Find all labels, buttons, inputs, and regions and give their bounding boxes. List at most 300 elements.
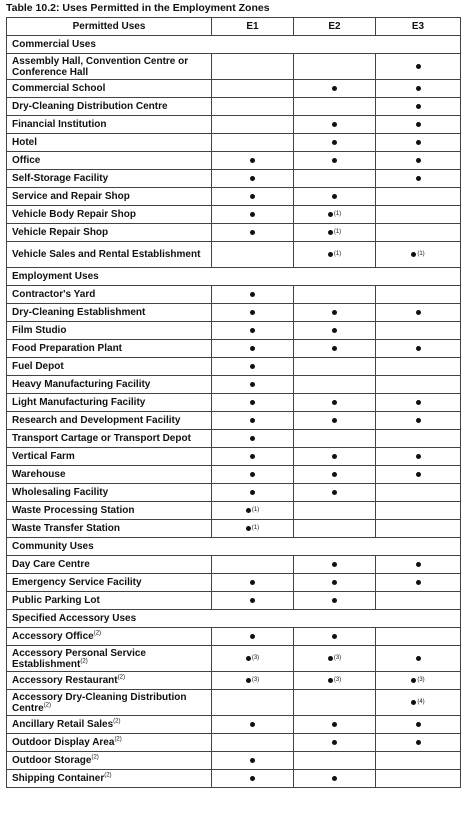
permitted-use: [7, 116, 212, 134]
permitted-dot-icon: [416, 740, 421, 745]
permitted-dot-icon: [332, 310, 337, 315]
use-name: Day Care Centre: [12, 559, 90, 570]
permitted-use: [7, 394, 212, 412]
footnote-ref: (2): [117, 674, 125, 681]
table-row: [7, 502, 461, 520]
permitted-dot-icon: [416, 122, 421, 127]
permitted-dot-icon: [250, 364, 255, 369]
permitted-dot-icon: [416, 562, 421, 567]
permitted-use: [7, 358, 212, 376]
permission-cell-e1: [212, 716, 294, 734]
permitted-dot-icon: [332, 86, 337, 91]
permission-cell-e2: [294, 54, 376, 80]
permission-cell-e1: [212, 224, 294, 242]
table-row: [7, 206, 461, 224]
cell-footnote: (1): [417, 250, 425, 257]
permitted-use: [7, 592, 212, 610]
table-row: [7, 98, 461, 116]
permitted-dot-icon: [250, 758, 255, 763]
permission-cell-e2: [294, 286, 376, 304]
table-row: [7, 716, 461, 734]
table-row: [7, 54, 461, 80]
permitted-dot-icon: [332, 740, 337, 745]
permitted-dot-icon: [332, 490, 337, 495]
permission-cell-e1: [212, 206, 294, 224]
permission-cell-e2: [294, 672, 376, 690]
permitted-dot-icon: [250, 776, 255, 781]
permitted-dot-icon: [411, 678, 416, 683]
permission-cell-e2: [294, 412, 376, 430]
permitted-dot-icon: [416, 86, 421, 91]
permitted-dot-icon: [332, 194, 337, 199]
permission-cell-e1: [212, 54, 294, 80]
table-row: [7, 116, 461, 134]
permitted-dot-icon: [416, 400, 421, 405]
table-row: [7, 672, 461, 690]
table-row: [7, 770, 461, 788]
permitted-dot-icon: [411, 252, 416, 257]
permitted-use: [7, 646, 212, 672]
permission-cell-e3: [376, 448, 461, 466]
permitted-dot-icon: [332, 472, 337, 477]
permitted-use: [7, 752, 212, 770]
permitted-dot-icon: [416, 104, 421, 109]
permitted-dot-icon: [332, 400, 337, 405]
permission-cell-e1: [212, 646, 294, 672]
table-body: [7, 36, 461, 788]
use-name: Vehicle Body Repair Shop: [12, 209, 136, 220]
use-name: Research and Development Facility: [12, 415, 181, 426]
table-row: [7, 690, 461, 716]
permitted-use: [7, 502, 212, 520]
permission-cell-e1: [212, 484, 294, 502]
use-name: Ancillary Retail Sales: [12, 719, 114, 730]
permitted-dot-icon: [246, 656, 251, 661]
permitted-use: [7, 170, 212, 188]
permission-cell-e1: [212, 502, 294, 520]
permission-cell-e2: [294, 466, 376, 484]
permission-cell-e2: [294, 574, 376, 592]
use-name: Contractor's Yard: [12, 289, 96, 300]
permitted-dot-icon: [250, 310, 255, 315]
use-name: Accessory Restaurant: [12, 675, 118, 686]
permitted-dot-icon: [416, 176, 421, 181]
permission-cell-e2: [294, 242, 376, 268]
cell-footnote: (1): [251, 524, 260, 531]
cell-footnote: (3): [333, 654, 342, 661]
permitted-use: [7, 188, 212, 206]
permission-cell-e1: [212, 170, 294, 188]
cell-footnote: (1): [333, 250, 342, 257]
table-row: [7, 170, 461, 188]
permitted-use: [7, 340, 212, 358]
permitted-use: [7, 286, 212, 304]
use-name: Transport Cartage or Transport Depot: [12, 433, 191, 444]
table-row: [7, 556, 461, 574]
permitted-dot-icon: [332, 418, 337, 423]
section-heading: Commercial Uses: [7, 36, 461, 54]
permission-cell-e2: [294, 134, 376, 152]
permission-cell-e2: [294, 556, 376, 574]
permitted-use: [7, 376, 212, 394]
permission-cell-e2: [294, 690, 376, 716]
permitted-use: [7, 520, 212, 538]
permitted-use: [7, 242, 212, 268]
uses-table: [6, 17, 461, 788]
permitted-dot-icon: [250, 230, 255, 235]
permission-cell-e2: [294, 224, 376, 242]
table-caption: Table 10.2: Uses Permitted in the Employment Zones: [6, 2, 270, 14]
use-name: Vehicle Repair Shop: [12, 227, 109, 238]
table-row: [7, 304, 461, 322]
use-name: Film Studio: [12, 325, 67, 336]
permitted-dot-icon: [250, 598, 255, 603]
permitted-dot-icon: [332, 776, 337, 781]
use-name: Office: [12, 155, 41, 166]
cell-footnote: (1): [333, 210, 342, 217]
cell-footnote: (1): [333, 228, 342, 235]
section-row: [7, 268, 461, 286]
permitted-dot-icon: [250, 418, 255, 423]
permitted-dot-icon: [250, 472, 255, 477]
permission-cell-e1: [212, 412, 294, 430]
permission-cell-e1: [212, 188, 294, 206]
permission-cell-e3: [376, 484, 461, 502]
permitted-dot-icon: [416, 418, 421, 423]
permitted-dot-icon: [332, 140, 337, 145]
permitted-dot-icon: [332, 328, 337, 333]
permitted-dot-icon: [328, 678, 333, 683]
permission-cell-e3: [376, 286, 461, 304]
permitted-use: [7, 322, 212, 340]
table-row: [7, 394, 461, 412]
permission-cell-e2: [294, 646, 376, 672]
table-row: [7, 520, 461, 538]
footnote-ref: (2): [93, 630, 102, 637]
table-row: [7, 448, 461, 466]
permitted-dot-icon: [416, 722, 421, 727]
table-row: [7, 376, 461, 394]
permitted-use: [7, 574, 212, 592]
table-row: [7, 188, 461, 206]
permission-cell-e3: [376, 628, 461, 646]
permitted-dot-icon: [332, 598, 337, 603]
table-row: [7, 430, 461, 448]
permitted-use: [7, 134, 212, 152]
permitted-dot-icon: [416, 472, 421, 477]
section-heading: Specified Accessory Uses: [7, 610, 461, 628]
permission-cell-e2: [294, 734, 376, 752]
permission-cell-e1: [212, 322, 294, 340]
permission-cell-e1: [212, 770, 294, 788]
permission-cell-e2: [294, 304, 376, 322]
permission-cell-e3: [376, 770, 461, 788]
permission-cell-e3: [376, 430, 461, 448]
permitted-dot-icon: [416, 580, 421, 585]
permitted-dot-icon: [416, 346, 421, 351]
permission-cell-e3: [376, 394, 461, 412]
permission-cell-e1: [212, 448, 294, 466]
permitted-use: [7, 304, 212, 322]
permitted-dot-icon: [328, 656, 333, 661]
permission-cell-e1: [212, 752, 294, 770]
permission-cell-e2: [294, 448, 376, 466]
permitted-dot-icon: [250, 400, 255, 405]
permitted-dot-icon: [332, 634, 337, 639]
permitted-use: [7, 716, 212, 734]
use-name: Wholesaling Facility: [12, 487, 109, 498]
permission-cell-e3: [376, 98, 461, 116]
use-name: Accessory Dry-Cleaning Distribution Centre: [12, 691, 187, 714]
permission-cell-e3: [376, 188, 461, 206]
permission-cell-e2: [294, 322, 376, 340]
permission-cell-e2: [294, 502, 376, 520]
table-row: [7, 466, 461, 484]
permitted-dot-icon: [416, 310, 421, 315]
header-e3: E3: [376, 18, 461, 36]
permission-cell-e3: [376, 322, 461, 340]
permission-cell-e2: [294, 340, 376, 358]
permitted-dot-icon: [250, 382, 255, 387]
use-name: Assembly Hall, Convention Centre or Conference Hall: [12, 55, 189, 78]
permitted-dot-icon: [250, 580, 255, 585]
permission-cell-e3: [376, 134, 461, 152]
permission-cell-e1: [212, 466, 294, 484]
permitted-dot-icon: [250, 328, 255, 333]
permission-cell-e3: [376, 376, 461, 394]
permission-cell-e1: [212, 116, 294, 134]
permitted-use: [7, 690, 212, 716]
permission-cell-e2: [294, 430, 376, 448]
permitted-dot-icon: [332, 580, 337, 585]
use-name: Fuel Depot: [12, 361, 64, 372]
permitted-dot-icon: [332, 722, 337, 727]
permitted-use: [7, 412, 212, 430]
table-row: [7, 484, 461, 502]
permitted-dot-icon: [328, 230, 333, 235]
permission-cell-e1: [212, 430, 294, 448]
permission-cell-e1: [212, 358, 294, 376]
permission-cell-e1: [212, 628, 294, 646]
permitted-dot-icon: [416, 64, 421, 69]
header-e1: E1: [212, 18, 294, 36]
permitted-dot-icon: [250, 212, 255, 217]
use-name: Shipping Container: [12, 773, 105, 784]
section-row: [7, 538, 461, 556]
permission-cell-e2: [294, 520, 376, 538]
permission-cell-e1: [212, 152, 294, 170]
permitted-use: [7, 152, 212, 170]
permitted-use: [7, 430, 212, 448]
use-name: Vertical Farm: [12, 451, 75, 462]
permission-cell-e1: [212, 690, 294, 716]
permission-cell-e3: [376, 752, 461, 770]
permission-cell-e3: [376, 224, 461, 242]
table-row: [7, 322, 461, 340]
permission-cell-e3: [376, 556, 461, 574]
permitted-use: [7, 556, 212, 574]
permission-cell-e1: [212, 574, 294, 592]
permitted-use: [7, 484, 212, 502]
permitted-dot-icon: [332, 346, 337, 351]
permission-cell-e3: [376, 574, 461, 592]
permitted-dot-icon: [332, 562, 337, 567]
permission-cell-e1: [212, 304, 294, 322]
permitted-dot-icon: [246, 678, 251, 683]
permission-cell-e2: [294, 628, 376, 646]
table-row: [7, 734, 461, 752]
permission-cell-e3: [376, 304, 461, 322]
use-name: Financial Institution: [12, 119, 107, 130]
permission-cell-e3: [376, 206, 461, 224]
use-name: Vehicle Sales and Rental Establishment: [12, 249, 201, 260]
footnote-ref: (2): [113, 718, 121, 725]
permission-cell-e2: [294, 358, 376, 376]
permission-cell-e3: [376, 152, 461, 170]
table-row: [7, 412, 461, 430]
use-name: Waste Transfer Station: [12, 523, 120, 534]
permitted-use: [7, 54, 212, 80]
use-name: Public Parking Lot: [12, 595, 100, 606]
permission-cell-e3: [376, 412, 461, 430]
permitted-dot-icon: [328, 252, 333, 257]
permitted-dot-icon: [250, 194, 255, 199]
permission-cell-e2: [294, 752, 376, 770]
header-row: [7, 18, 461, 36]
permission-cell-e3: [376, 646, 461, 672]
permission-cell-e2: [294, 770, 376, 788]
permitted-dot-icon: [411, 700, 416, 705]
permission-cell-e1: [212, 98, 294, 116]
use-name: Warehouse: [12, 469, 66, 480]
permitted-dot-icon: [416, 454, 421, 459]
cell-footnote: (3): [251, 676, 260, 683]
use-name: Dry-Cleaning Distribution Centre: [12, 101, 168, 112]
section-heading: Employment Uses: [7, 268, 461, 286]
permitted-use: [7, 466, 212, 484]
permission-cell-e3: [376, 520, 461, 538]
permission-cell-e2: [294, 80, 376, 98]
permission-cell-e3: [376, 358, 461, 376]
permission-cell-e1: [212, 394, 294, 412]
permitted-dot-icon: [332, 158, 337, 163]
permission-cell-e3: [376, 672, 461, 690]
table-row: [7, 574, 461, 592]
use-name: Accessory Office: [12, 631, 94, 642]
permitted-use: [7, 448, 212, 466]
table-row: [7, 224, 461, 242]
permission-cell-e1: [212, 134, 294, 152]
table-row: [7, 80, 461, 98]
permission-cell-e2: [294, 484, 376, 502]
use-name: Outdoor Display Area: [12, 737, 115, 748]
header-permitted-uses: Permitted Uses: [7, 18, 212, 36]
permitted-dot-icon: [246, 526, 251, 531]
permitted-use: [7, 206, 212, 224]
use-name: Self-Storage Facility: [12, 173, 109, 184]
permission-cell-e1: [212, 556, 294, 574]
permitted-use: [7, 770, 212, 788]
permission-cell-e1: [212, 340, 294, 358]
cell-footnote: (3): [251, 654, 260, 661]
permission-cell-e2: [294, 716, 376, 734]
permission-cell-e3: [376, 502, 461, 520]
permitted-use: [7, 80, 212, 98]
footnote-ref: (2): [43, 702, 52, 709]
section-heading: Community Uses: [7, 538, 461, 556]
cell-footnote: (1): [251, 506, 260, 513]
permission-cell-e1: [212, 286, 294, 304]
permitted-dot-icon: [332, 454, 337, 459]
permission-cell-e2: [294, 152, 376, 170]
table-row: [7, 646, 461, 672]
section-row: [7, 36, 461, 54]
permission-cell-e2: [294, 394, 376, 412]
footnote-ref: (2): [80, 658, 88, 665]
use-name: Accessory Personal Service Establishment: [12, 647, 146, 670]
permission-cell-e3: [376, 340, 461, 358]
permission-cell-e1: [212, 80, 294, 98]
permission-cell-e1: [212, 734, 294, 752]
permitted-dot-icon: [332, 122, 337, 127]
permitted-use: [7, 628, 212, 646]
permitted-dot-icon: [416, 140, 421, 145]
permitted-dot-icon: [250, 158, 255, 163]
use-name: Heavy Manufacturing Facility: [12, 379, 151, 390]
use-name: Waste Processing Station: [12, 505, 135, 516]
footnote-ref: (2): [104, 772, 112, 779]
permission-cell-e3: [376, 54, 461, 80]
permitted-use: [7, 98, 212, 116]
permission-cell-e3: [376, 690, 461, 716]
permitted-use: [7, 734, 212, 752]
section-row: [7, 610, 461, 628]
permission-cell-e2: [294, 116, 376, 134]
table-row: [7, 752, 461, 770]
cell-footnote: (3): [417, 676, 425, 683]
permission-cell-e3: [376, 466, 461, 484]
permission-cell-e2: [294, 188, 376, 206]
permission-cell-e2: [294, 170, 376, 188]
permitted-dot-icon: [328, 212, 333, 217]
table-row: [7, 358, 461, 376]
header-e2: E2: [294, 18, 376, 36]
use-name: Commercial School: [12, 83, 106, 94]
permission-cell-e3: [376, 716, 461, 734]
use-name: Dry-Cleaning Establishment: [12, 307, 146, 318]
permission-cell-e3: [376, 242, 461, 268]
table-row: [7, 592, 461, 610]
permitted-dot-icon: [416, 656, 421, 661]
permitted-dot-icon: [250, 490, 255, 495]
use-name: Light Manufacturing Facility: [12, 397, 146, 408]
use-name: Outdoor Storage: [12, 755, 92, 766]
permission-cell-e2: [294, 206, 376, 224]
permitted-dot-icon: [250, 176, 255, 181]
table-row: [7, 134, 461, 152]
table-row: [7, 152, 461, 170]
permission-cell-e2: [294, 592, 376, 610]
use-name: Service and Repair Shop: [12, 191, 130, 202]
permitted-dot-icon: [250, 634, 255, 639]
permission-cell-e1: [212, 242, 294, 268]
use-name: Food Preparation Plant: [12, 343, 123, 354]
permission-cell-e1: [212, 376, 294, 394]
use-name: Hotel: [12, 137, 37, 148]
table-row: [7, 628, 461, 646]
permitted-use: [7, 224, 212, 242]
permission-cell-e3: [376, 170, 461, 188]
